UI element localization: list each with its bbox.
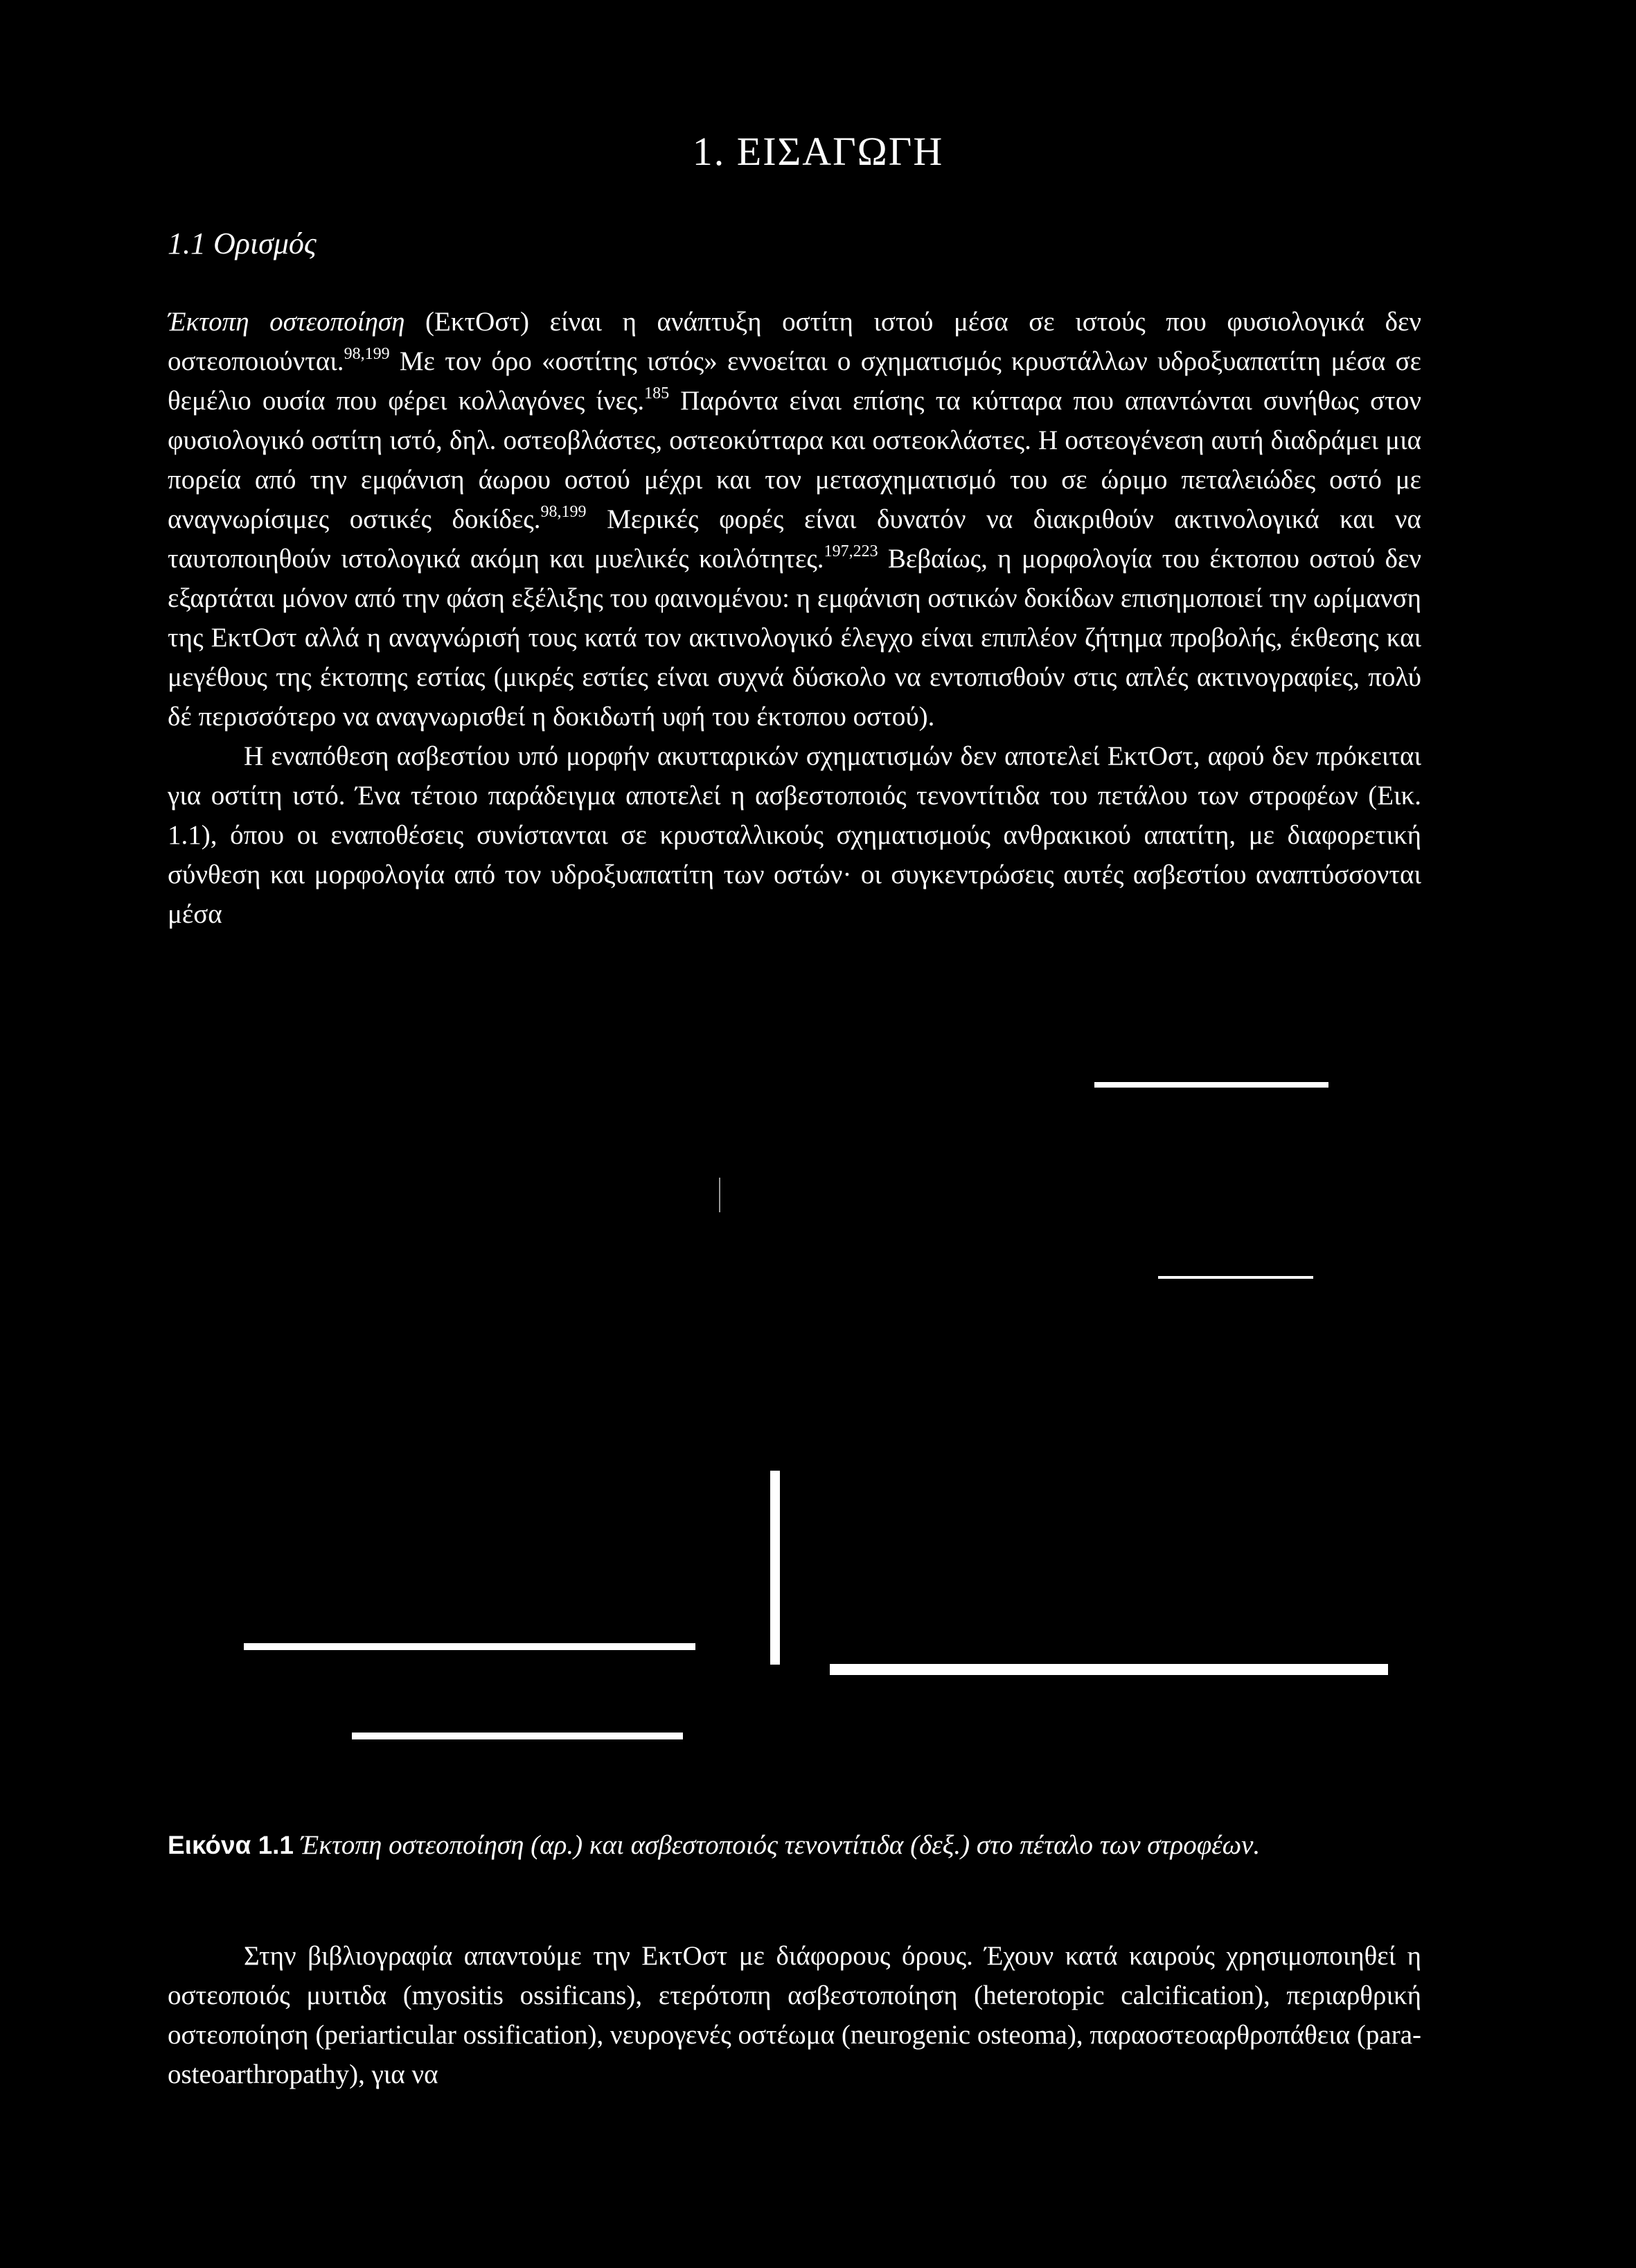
text-run: Παρόντα είναι επίσης τα κύτταρα που απαντώνται συνήθως στον φυσιολογικό οστίτη ιστό, δηλ. οστεοβλάστες, οστεοκύτταρα και οστεοκλάστες. Η οστεογένεση αυτή διαδράμει μια πορεία από την εμφάνιση άωρου οστού μέχρι και τον μετασχηματισμό του σε ώριμο πεταλειώδες οστό με αναγνωρίσιμες οστικές δοκίδες. bbox=[168, 386, 1421, 534]
reference-mark: 98,199 bbox=[540, 503, 587, 521]
text-run: Βεβαίως, η μορφολογία του έκτοπου οστού δεν εξαρτάται μόνον από την φάση εξέλιξης του φαινομένου: η εμφάνιση οστικών δοκίδων επισημοποιεί την ωρίμανση της ΕκτΟστ αλλά η αναγνώρισή τους κατά τον ακτινολογικό έλεγχο είναι επιπλέον ζήτημα προβολής, έκθεσης και μεγέθους της έκτοπης εστίας (μικρές εστίες είναι συχνά δύσκολο να εντοπισθούν στις απλές ακτινογραφίες, πολύ δέ περισσότερο να αναγνωρισθεί η δοκιδωτή υφή του έκτοπου οστού). bbox=[168, 544, 1422, 732]
defined-term: Έκτοπη οστεοποίηση bbox=[168, 307, 405, 337]
image-artifact-line bbox=[1158, 1276, 1313, 1279]
image-artifact-line bbox=[244, 1643, 695, 1650]
body-text-lower bbox=[168, 1936, 1421, 2094]
figure-caption bbox=[168, 1825, 1421, 1865]
text-run: (ΕκτΟστ) είναι η ανάπτυξη οστίτη ιστού μέσα σε ιστούς που φυσιολογικά δεν οστεοποιούνται. bbox=[168, 307, 1421, 376]
caption-text: Έκτοπη οστεοποίηση (αρ.) και ασβεστοποιός τενοντίτιδα (δεξ.) στο πέταλο των στροφέων. bbox=[294, 1830, 1261, 1860]
calcification-paragraph: Η εναπόθεση ασβεστίου υπό μορφήν ακυτταρικών σχηματισμών δεν αποτελεί ΕκτΟστ, αφού δεν πρόκειται για οστίτη ιστό. Ένα τέτοιο παράδειγμα αποτελεί η ασβεστοποιός τενοντίτιδα του πετάλου των στροφέων (Εικ. 1.1), όπου οι εναποθέσεις συνίστανται σε κρυσταλλικούς σχηματισμούς ανθρακικού απατίτη, με διαφορετική σύνθεση και μορφολογία από τον υδροξυαπατίτη των οστών· οι συγκεντρώσεις αυτές ασβεστίου αναπτύσσονται μέσα bbox=[168, 741, 1421, 929]
terminology-paragraph: Στην βιβλιογραφία απαντούμε την ΕκτΟστ με διάφορους όρους. Έχουν κατά καιρούς χρησιμοποιηθεί η οστεοποιός μυιτιδα (myositis ossificans), ετερότοπη ασβεστοποίηση (heterotopic calcification), περιαρθρική οστεοποίηση (periarticular ossification), νευρογενές οστέωμα (neurogenic osteoma), παραοστεοαρθροπάθεια (para-osteoarthropathy), για να bbox=[168, 1941, 1421, 2089]
section-title: 1.1 Ορισμός bbox=[168, 227, 317, 260]
image-artifact-line bbox=[352, 1733, 683, 1739]
image-artifact-line bbox=[770, 1471, 780, 1665]
definition-paragraph bbox=[168, 302, 1421, 736]
reference-mark: 185 bbox=[644, 384, 670, 402]
image-artifact-line bbox=[830, 1664, 1388, 1675]
figure-1-1 bbox=[168, 1053, 1428, 1801]
image-artifact-line bbox=[1094, 1082, 1328, 1088]
caption-label: Εικόνα 1.1 bbox=[168, 1831, 294, 1859]
chapter-title: 1. ΕΙΣΑΓΩΓΗ bbox=[692, 129, 944, 174]
body-text-upper bbox=[168, 302, 1421, 934]
text-run: Μερικές φορές είναι δυνατόν να διακριθούν ακτινολογικά και να ταυτοποιηθούν ιστολογικά ακόμη και μυελικές κοιλότητες. bbox=[168, 504, 1421, 574]
reference-mark: 197,223 bbox=[824, 542, 878, 560]
text-run: Με τον όρο «οστίτης ιστός» εννοείται ο σχηματισμός κρυστάλλων υδροξυαπατίτη μέσα σε θεμέλιο ουσία που φέρει κολλαγόνες ίνες. bbox=[168, 346, 1421, 416]
image-artifact-line bbox=[719, 1178, 720, 1212]
reference-mark: 98,199 bbox=[344, 345, 390, 363]
